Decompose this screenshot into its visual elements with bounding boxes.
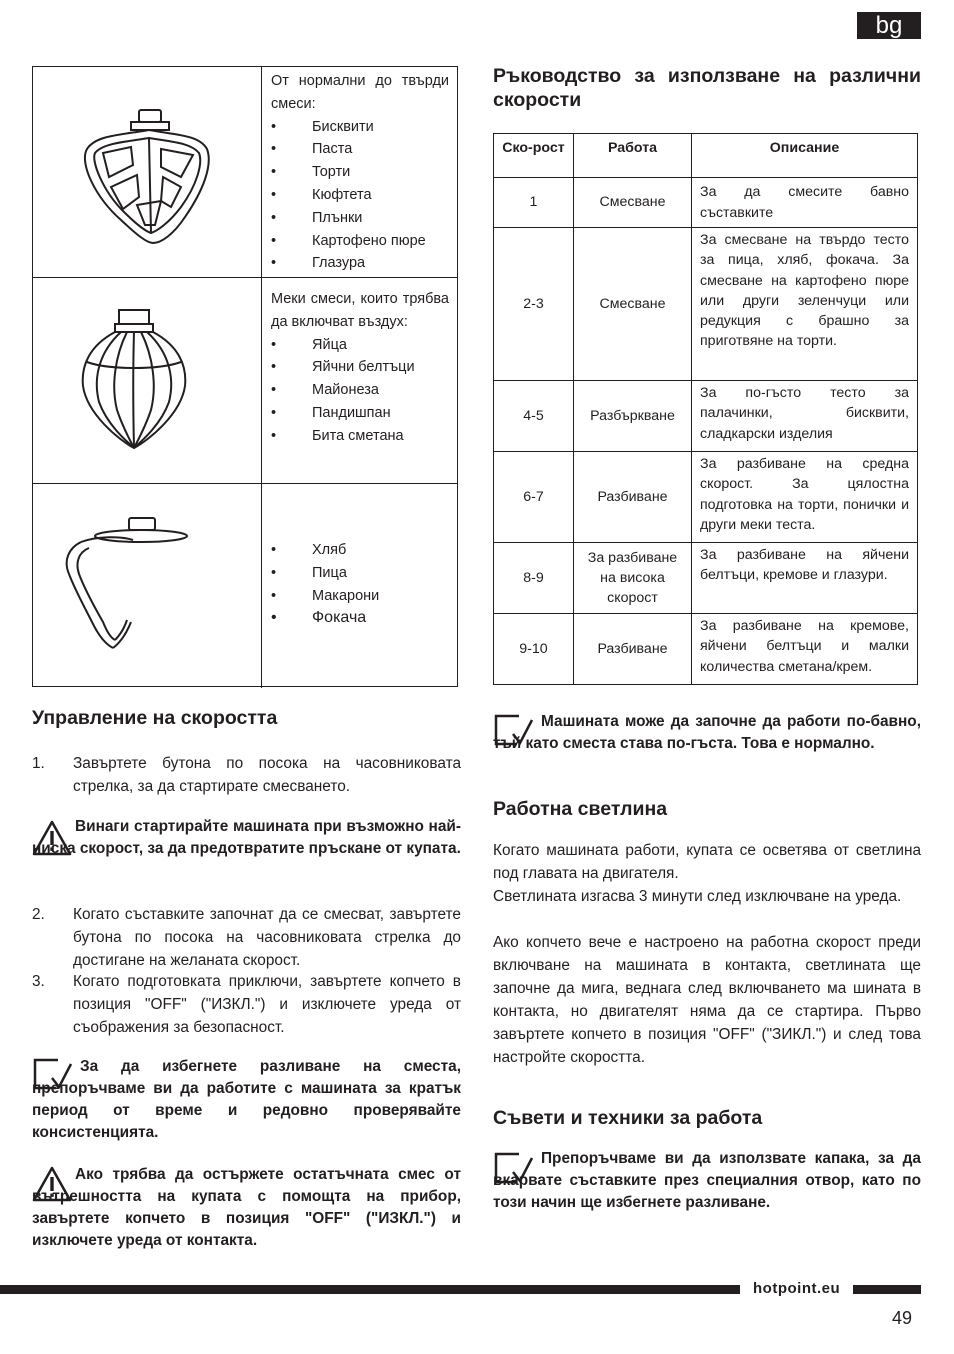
table-row — [494, 543, 918, 614]
list-item: • Пандишпан — [271, 402, 449, 425]
work-cell: За разбиване на висока скорост — [574, 543, 692, 614]
list-item: • Макарони — [271, 585, 449, 608]
note-use-lid: Препоръчваме ви да използвате капака, за да вкарвате съставките през специалния отвор, като по този начин ще избегнете разливане. — [493, 1150, 921, 1211]
note-slower-operation: Машината може да започне да работи по-бавно, тъй като сместа става по-гъста. Това е нормално. — [493, 713, 921, 752]
table-header-row — [494, 134, 918, 178]
list-item: • Яйчни белтъци — [271, 356, 449, 379]
tips-heading: Съвети и техники за работа — [493, 1107, 763, 1129]
k-beater-icon — [81, 105, 217, 247]
attachments-table — [32, 66, 458, 687]
footer-bar-right — [853, 1285, 921, 1294]
table-row — [494, 381, 918, 452]
attachment-intro: От нормални до твърди смеси: — [271, 73, 449, 112]
step-number: 3. — [32, 973, 45, 990]
work-cell: Смесване — [574, 228, 692, 381]
list-item: • Пица — [271, 562, 449, 585]
speed-cell: 2-3 — [494, 228, 574, 381]
attachment-uses-list — [271, 116, 449, 276]
description-cell: За по-гъсто тесто за палачинки, бисквити, сладкарски изделия — [692, 381, 918, 452]
description-cell: За да смесите бавно съставките — [692, 178, 918, 228]
work-cell: Разбиване — [574, 614, 692, 685]
list-item: • Яйца — [271, 334, 449, 357]
description-cell: За разбиване на яйчени белтъци, кремове и глазури. — [692, 543, 918, 614]
step-number: 1. — [32, 755, 45, 772]
speed-guide-table — [493, 133, 918, 685]
language-badge: bg — [857, 12, 921, 39]
work-cell: Разбъркване — [574, 381, 692, 452]
brand-name: hotpoint.eu — [753, 1280, 841, 1297]
speed-control-heading: Управление на скоростта — [32, 707, 278, 729]
work-cell: Разбиване — [574, 452, 692, 543]
speed-guide-heading: Ръководство за използване на различни скорости — [493, 65, 921, 111]
attachment-intro: Меки смеси, които трябва да включват въздух: — [271, 291, 449, 330]
step-text: Когато съставките започнат да се смесват, завъртете бутона по посока на часовниковата стрелка до достигане на желаната скорост. — [73, 906, 461, 969]
list-item: • Бита сметана — [271, 425, 449, 448]
list-item: • Хляб — [271, 539, 449, 562]
work-light-paragraph-1: Когато машината работи, купата се осветява от светлина под главата на двигателя. — [493, 842, 921, 882]
table-row — [494, 228, 918, 381]
table-row — [494, 178, 918, 228]
speed-cell: 1 — [494, 178, 574, 228]
description-cell: За разбиване на кремове, яйчени белтъци и малки количества сметана/крем. — [692, 614, 918, 685]
attachment-row-dough-hook — [33, 484, 457, 688]
attachment-row-whisk — [33, 278, 457, 484]
work-cell: Смесване — [574, 178, 692, 228]
column-header-description: Описание — [692, 134, 918, 178]
step-2 — [32, 903, 461, 972]
work-light-heading: Работна светлина — [493, 798, 668, 820]
list-item: • Майонеза — [271, 379, 449, 402]
step-1 — [32, 752, 461, 798]
list-item: • Торти — [271, 161, 449, 184]
speed-cell: 6-7 — [494, 452, 574, 543]
dough-hook-icon — [61, 512, 191, 652]
list-item: • Кюфтета — [271, 184, 449, 207]
footer-bar-left — [0, 1285, 740, 1294]
step-text: Завъртете бутона по посока на часовниковата стрелка, за да стартирате смесването. — [73, 755, 461, 795]
step-3 — [32, 970, 461, 1039]
column-header-work: Работа — [574, 134, 692, 178]
list-item: • Плънки — [271, 207, 449, 230]
table-row — [494, 614, 918, 685]
page-number: 49 — [892, 1308, 913, 1328]
table-row — [494, 452, 918, 543]
speed-cell: 4-5 — [494, 381, 574, 452]
attachment-uses-list — [271, 539, 449, 630]
work-light-paragraph-2: Светлината изгасва 3 минути след изключване на уреда. — [493, 888, 902, 905]
step-number: 2. — [32, 906, 45, 923]
column-header-speed: Ско-рост — [494, 134, 574, 178]
speed-cell: 8-9 — [494, 543, 574, 614]
warning-scrape-bowl: Ако трябва да остържете остатъчната смес от вътрешността на купата с помощта на прибор, завъртете копчето в позиция "OFF" ("ИЗКЛ.") и изключете уреда от контакта. — [32, 1166, 461, 1249]
speed-cell: 9-10 — [494, 614, 574, 685]
work-light-paragraph-3: Ако копчето вече е настроено на работна скорост преди включване на машината в контакта, светлината ще започне да мига, веднага след включването ма шината в контакта, но двигателят няма да се стартира. Първо завъртете копчето в позиция "OFF" ("ЗИКЛ.") и след това настройте скоростта. — [493, 934, 921, 1066]
whisk-icon — [79, 306, 189, 452]
step-text: Когато подготовката приключи, завъртете копчето в позиция "OFF" ("ИЗКЛ.") и изключете уреда от съображения за безопасност. — [73, 973, 461, 1036]
list-item: • Паста — [271, 138, 449, 161]
attachment-uses-list — [271, 334, 449, 448]
list-item: • Картофено пюре — [271, 230, 449, 253]
note-avoid-spilling: За да избегнете разливане на сместа, препоръчваме ви да работите с машината за кратък период от време и редовно проверявайте консистенцията. — [32, 1058, 461, 1141]
attachment-row-beater — [33, 67, 457, 278]
list-item: • Фокача — [271, 607, 449, 630]
description-cell: За смесване на твърдо тесто за пица, хляб, фокача. За смесване на картофено пюре или други зеленчуци или редукция с брашно за приготвяне на торти. — [692, 228, 918, 381]
description-cell: За разбиване на средна скорост. За цялостна подготовка на торти, понички и други меки теста. — [692, 452, 918, 543]
warning-low-speed: Винаги стартирайте машината при възможно най-ниска скорост, за да предотвратите пръскане от купата. — [32, 818, 461, 857]
list-item: • Бисквити — [271, 116, 449, 139]
list-item: • Глазура — [271, 252, 449, 275]
